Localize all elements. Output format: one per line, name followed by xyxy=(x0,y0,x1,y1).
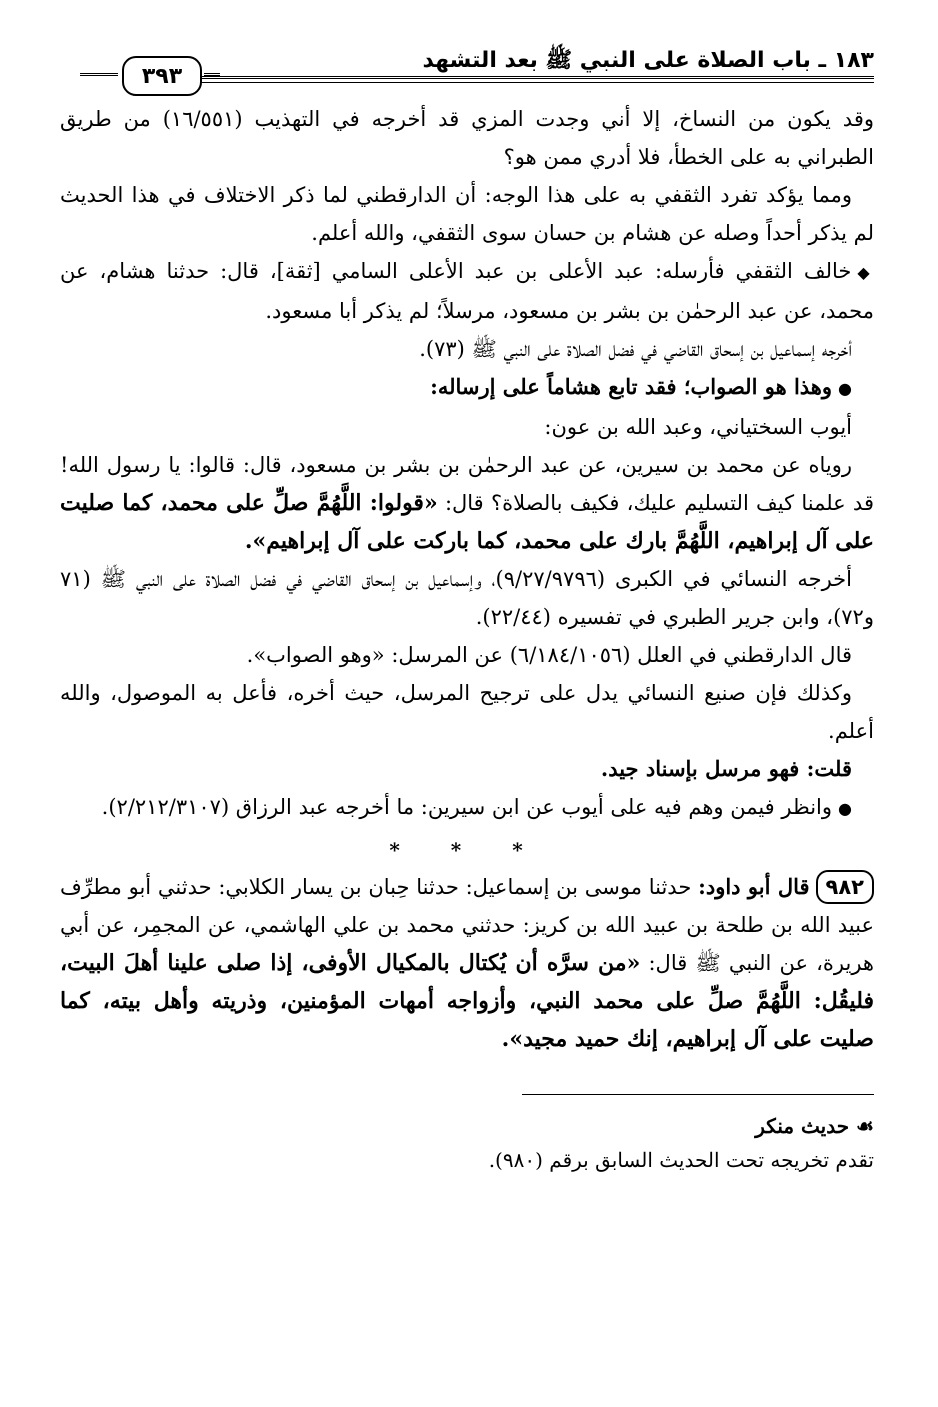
page-number: ٣٩٣ xyxy=(122,56,202,96)
qultu-label: قلت: xyxy=(806,756,852,781)
book-page xyxy=(60,38,874,1177)
footnote-marker-icon: ☙ xyxy=(849,1114,874,1138)
page-header xyxy=(60,38,874,100)
paragraph-11-text: وانظر فيمن وهم فيه على أيوب عن ابن سيرين: ما أخرجه عبد الرزاق (٢/٢١٢/٣١٠٧). xyxy=(101,795,833,819)
paragraph-3-text: خالف الثقفي فأرسله: عبد الأعلى بن عبد الأعلى السامي [ثقة]، قال: حدثنا هشام، عن محمد، عن عبد الرحمٰن بن بشر بن مسعود، مرسلاً؛ لم يذكر أبا مسعود. xyxy=(60,259,874,323)
riwayah-matn: «قولوا: اللَّهُمَّ صلِّ على محمد، كما صليت على آل إبراهيم، اللَّهُمَّ بارك على محمد، كما باركت على آل إبراهيم». xyxy=(60,490,874,554)
hadith-matn: «من سرَّه أن يُكتال بالمكيال الأوفى، إذا صلى علينا أهلَ البيت، فليقُل: اللَّهُمَّ صلِّ على محمد النبي، وأزواجه أمهات المؤمنين، وذريته وأهل بيته، كما صليت على آل إبراهيم، إنك حميد مجيد». xyxy=(60,950,874,1052)
paragraph-5 xyxy=(60,368,874,408)
page-body xyxy=(60,100,874,1177)
paragraph-8: قال الدارقطني في العلل (٦/١٨٤/١٠٥٦) عن المرسل: «وهو الصواب». xyxy=(246,643,852,667)
hadith-paragraph xyxy=(60,868,874,1058)
paragraph-6: أيوب السختياني، وعبد الله بن عون: xyxy=(544,415,852,439)
paragraph-5-text: وهذا هو الصواب؛ فقد تابع هشاماً على إرساله: xyxy=(430,374,833,399)
bullet-icon: ◆ xyxy=(857,263,874,282)
paragraph-4: أخرجه إسماعيل بن إسحاق القاضي في فضل الصلاة على النبي ﷺ (٧٣). xyxy=(419,337,852,361)
footnote-text: تقدم تخريجه تحت الحديث السابق برقم (٩٨٠). xyxy=(488,1148,874,1172)
chapter-title: ١٨٣ ـ باب الصلاة على النبي ﷺ بعد التشهد xyxy=(422,48,874,73)
riwayah-plain: روياه عن محمد بن سيرين، عن عبد الرحمٰن بن بشر بن مسعود، قال: قالوا: يا رسول الله! قد علمنا كيف التسليم عليك، فكيف بالصلاة؟ قال: xyxy=(60,453,874,515)
footnote-rule xyxy=(522,1094,874,1095)
paragraph-9: وكذلك فإن صنيع النسائي يدل على ترجيح المرسل، حيث أخره، فأعل به الموصول، والله أعلم. xyxy=(60,681,874,743)
paragraph-1: وقد يكون من النساخ، إلا أني وجدت المزي قد أخرجه في التهذيب (١٦/٥٥١) من طريق الطبراني به على الخطأ، فلا أدري ممن هو؟ xyxy=(60,107,875,169)
paragraph-11 xyxy=(60,788,874,828)
bullet-icon: ● xyxy=(838,379,852,398)
hadith-isnad: حدثنا موسى بن إسماعيل: حدثنا حِبان بن يسار الكلابي: حدثني أبو مطرِّف عبيد الله بن طلحة بن عبيد الله بن كريز: حدثني محمد بن علي الهاشمي، عن المجمِر، عن أبي هريرة، عن النبي ﷺ قال: xyxy=(60,875,874,975)
footnote-title xyxy=(60,1109,874,1143)
paragraph-3 xyxy=(60,252,874,330)
qultu-paragraph xyxy=(60,750,874,788)
paragraph-2: ومما يؤكد تفرد الثقفي به على هذا الوجه: أن الدارقطني لما ذكر الاختلاف في هذا الحديث لم يذكر أحداً وصله عن هشام بن حسان سوى الثقفي، والله أعلم. xyxy=(60,183,874,245)
hadith-number: ٩٨٢ xyxy=(816,870,874,904)
hadith-intro: قال أبو داود: xyxy=(698,874,810,899)
header-rule xyxy=(200,76,874,83)
footnote-title-text: حديث منكر xyxy=(755,1114,850,1138)
section-divider: * * * xyxy=(389,838,545,862)
paragraph-7: أخرجه النسائي في الكبرى (٩/٢٧/٩٧٩٦)، وإسماعيل بن إسحاق القاضي في فضل الصلاة على النبي ﷺ (٧١ و٧٢)، وابن جرير الطبري في تفسيره (٢٢/٤٤). xyxy=(60,567,874,629)
qultu-text: فهو مرسل بإسناد جيد. xyxy=(600,756,800,781)
riwayah-paragraph xyxy=(60,446,874,560)
bullet-icon: ● xyxy=(838,799,852,818)
